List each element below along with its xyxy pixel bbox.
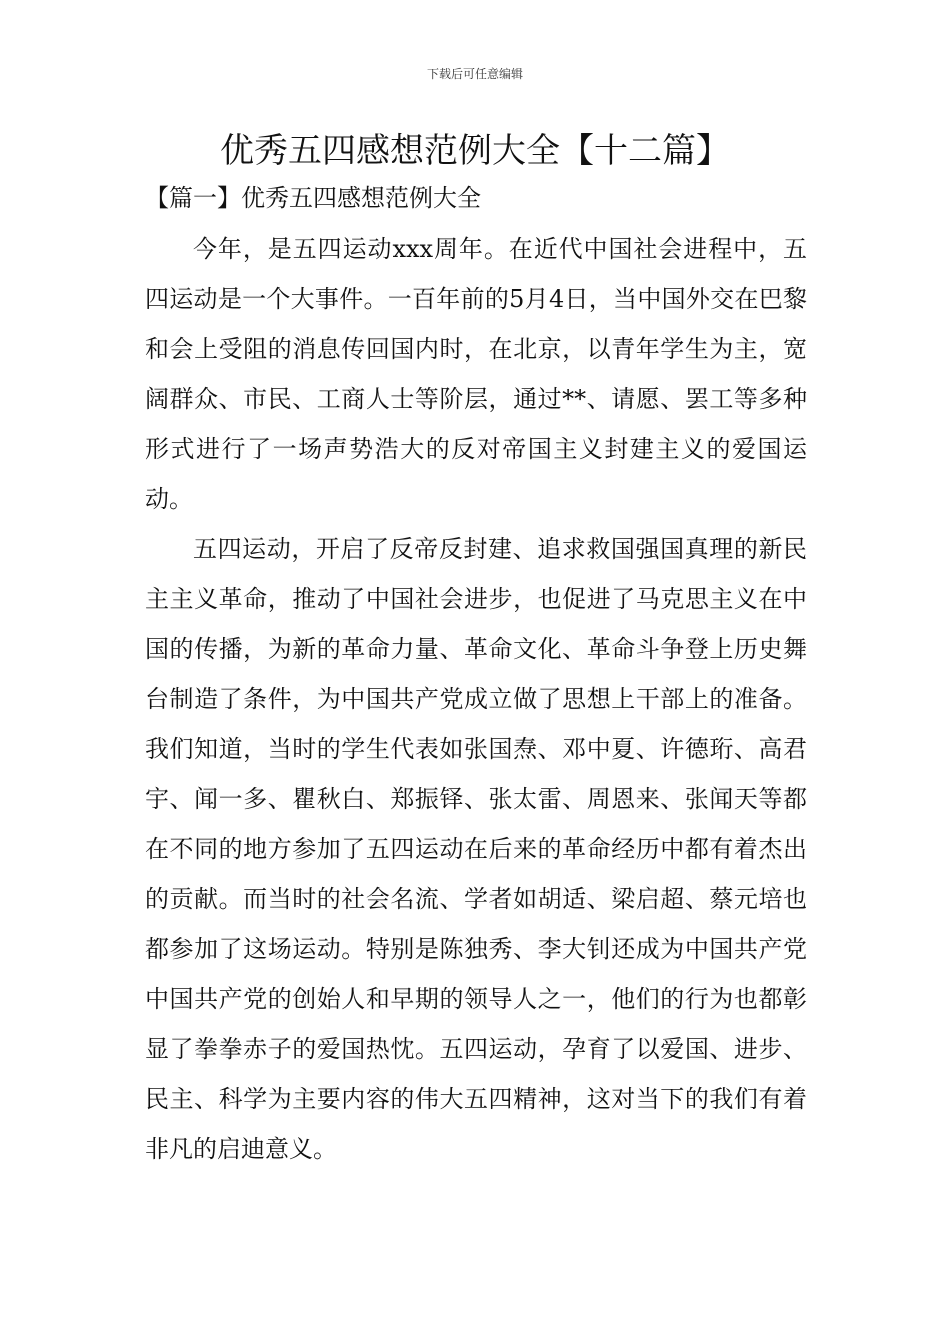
paragraph-2: 五四运动，开启了反帝反封建、追求救国强国真理的新民主主义革命，推动了中国社会进步，也促进了马克思主义在中国的传播，为新的革命力量、革命文化、革命斗争登上历史舞台制造了条件，为中国共产党成立做了思想上干部上的准备。我们知道，当时的学生代表如张国焘、邓中夏、许德珩、高君宇、闻一多、瞿秋白、郑振铎、张太雷、周恩来、张闻天等都在不同的地方参加了五四运动在后来的革命经历中都有着杰出的贡献。而当时的社会名流、学者如胡适、梁启超、蔡元培也都参加了这场运动。特别是陈独秀、李大钊还成为中国共产党中国共产党的创始人和早期的领导人之一，他们的行为也都彰显了拳拳赤子的爱国热忱。五四运动，孕育了以爱国、进步、民主、科学为主要内容的伟大五四精神，这对当下的我们有着非凡的启迪意义。	[145, 535, 807, 1163]
document-title: 优秀五四感想范例大全【十二篇】	[220, 131, 730, 171]
paragraph-1: 今年，是五四运动xxx周年。在近代中国社会进程中，五四运动是一个大事件。一百年前的5月4日，当中国外交在巴黎和会上受阻的消息传回国内时，在北京，以青年学生为主，宽阔群众、市民、工商人士等阶层，通过**、请愿、罢工等多种形式进行了一场声势浩大的反对帝国主义封建主义的爱国运动。	[145, 235, 807, 513]
section-heading: 【篇一】优秀五四感想范例大全	[145, 184, 481, 212]
header-note: 下载后可任意编辑	[426, 67, 523, 81]
body-text	[145, 224, 807, 1174]
